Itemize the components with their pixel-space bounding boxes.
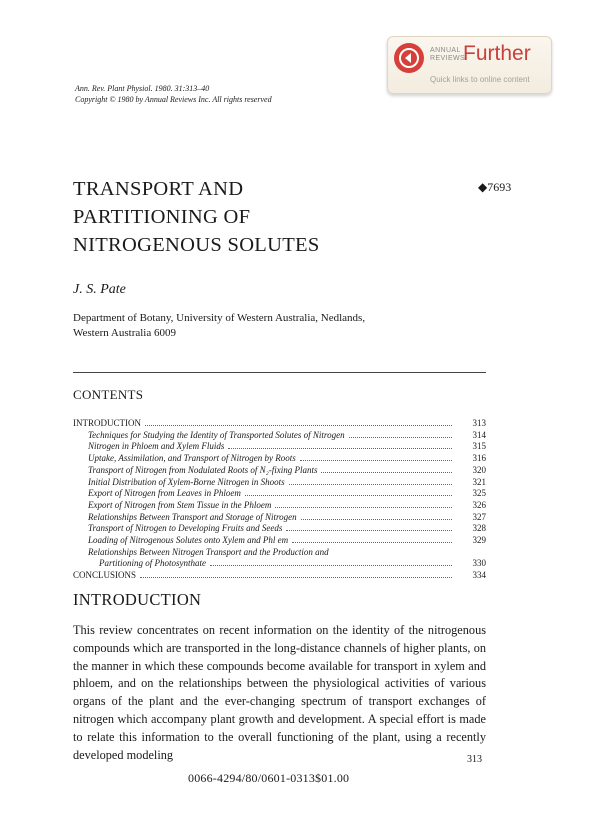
banner-subtitle[interactable]: Quick links to online content: [430, 75, 530, 84]
citation-line1: Ann. Rev. Plant Physiol. 1980. 31:313–40: [75, 84, 210, 93]
author: J. S. Pate: [73, 282, 126, 297]
toc-page: 321: [472, 476, 486, 487]
toc-entry[interactable]: [73, 535, 486, 547]
toc-label: Transport of Nitrogen from Nodulated Roots of N₂-fixing Plants: [88, 464, 318, 475]
toc-leader: [210, 565, 452, 566]
toc-leader: [321, 472, 452, 473]
toc-leader: [275, 507, 452, 508]
toc-entry[interactable]: [73, 500, 486, 512]
toc-label: Techniques for Studying the Identity of Transported Solutes of Nitrogen: [88, 429, 345, 440]
footer-code: 0066-4294/80/0601-0313$01.00: [188, 771, 350, 785]
toc-entry[interactable]: [73, 488, 486, 500]
toc-entry[interactable]: [73, 477, 486, 489]
divider: [73, 372, 486, 373]
toc-leader: [289, 484, 452, 485]
toc-leader: [301, 519, 452, 520]
article-code: ◆7693: [478, 180, 512, 194]
toc-label: Initial Distribution of Xylem-Borne Nitrogen in Shoots: [88, 476, 285, 487]
further-banner[interactable]: [387, 36, 552, 94]
introduction-paragraph: This review concentrates on recent information on the identity of the nitrogenous compounds which are transported in the long-distance channels of higher plants, on the manner in which these compounds become available for transport in xylem and phloem, and on the relationships between the physiological activities of various organs of the plant and the ever-changing spectrum of transport exchanges of nitrogen which accompany plant growth and development. A special effort is made to relate this information to the overall functioning of the plant, using a recently developed modeling: [73, 623, 486, 762]
toc-entry[interactable]: [73, 512, 486, 524]
introduction-heading: INTRODUCTION: [73, 590, 202, 609]
toc-entry[interactable]: [73, 453, 486, 465]
toc-page: 328: [472, 523, 486, 534]
toc-page: 326: [472, 499, 486, 510]
toc-page: 327: [472, 511, 486, 522]
citation-line2: Copyright © 1980 by Annual Reviews Inc. All rights reserved: [75, 94, 272, 104]
toc-page: 330: [472, 558, 486, 569]
toc-leader: [245, 495, 452, 496]
affiliation-line: Department of Botany, University of Western Australia, Nedlands,: [73, 312, 366, 324]
banner-brand-line2: REVIEWS: [430, 55, 466, 62]
toc-label: Transport of Nitrogen to Developing Fruits and Seeds: [88, 523, 283, 534]
affiliation-line: Western Australia 6009: [73, 327, 176, 339]
toc-label: CONCLUSIONS: [73, 570, 137, 581]
toc-page: 315: [472, 441, 486, 452]
toc-label: INTRODUCTION: [73, 418, 141, 428]
table-of-contents: [73, 418, 486, 582]
toc-entry[interactable]: [73, 547, 486, 559]
toc-label: Nitrogen in Phloem and Xylem Fluids: [88, 441, 225, 452]
citation: [75, 84, 272, 105]
banner-brand: [430, 47, 465, 63]
toc-entry[interactable]: [73, 570, 486, 582]
article-title: [73, 175, 320, 259]
toc-entry[interactable]: [73, 430, 486, 442]
affiliation: [73, 311, 365, 341]
toc-label: Relationships Between Nitrogen Transport and the Production and: [88, 546, 329, 557]
toc-page: 320: [472, 464, 486, 475]
toc-entry[interactable]: [73, 441, 486, 453]
contents-heading: CONTENTS: [73, 387, 144, 402]
toc-leader: [228, 448, 452, 449]
banner-brand-line1: ANNUAL: [430, 47, 461, 54]
toc-page: 316: [472, 453, 486, 464]
title-line: TRANSPORT AND: [73, 178, 244, 200]
toc-entry[interactable]: [73, 523, 486, 535]
toc-page: 325: [472, 488, 486, 499]
toc-label: Export of Nitrogen from Leaves in Phloem: [88, 488, 241, 499]
toc-leader: [286, 530, 452, 531]
toc-leader: [292, 542, 452, 543]
title-line: PARTITIONING OF: [73, 206, 251, 228]
toc-entry[interactable]: [73, 558, 486, 570]
page-number: 313: [467, 754, 482, 765]
toc-leader: [349, 437, 452, 438]
banner-title[interactable]: Further: [463, 42, 531, 65]
toc-leader: [145, 425, 452, 426]
title-line: NITROGENOUS SOLUTES: [73, 234, 320, 256]
toc-page: 334: [472, 570, 486, 581]
toc-entry[interactable]: [73, 465, 486, 477]
toc-leader: [300, 460, 452, 461]
toc-page: 313: [472, 418, 486, 428]
arrow-left-icon: [394, 43, 424, 73]
toc-label: Relationships Between Transport and Storage of Nitrogen: [88, 511, 297, 522]
toc-label: Loading of Nitrogenous Solutes onto Xylem and Phl em: [88, 535, 289, 546]
toc-label: Uptake, Assimilation, and Transport of Nitrogen by Roots: [88, 453, 296, 464]
toc-entry[interactable]: [73, 418, 486, 430]
toc-page: 329: [472, 535, 486, 546]
toc-page: 314: [472, 429, 486, 440]
toc-label: Partitioning of Photosynthate: [99, 558, 206, 569]
toc-label: Export of Nitrogen from Stem Tissue in the Phloem: [88, 499, 272, 510]
toc-leader: [140, 577, 452, 578]
